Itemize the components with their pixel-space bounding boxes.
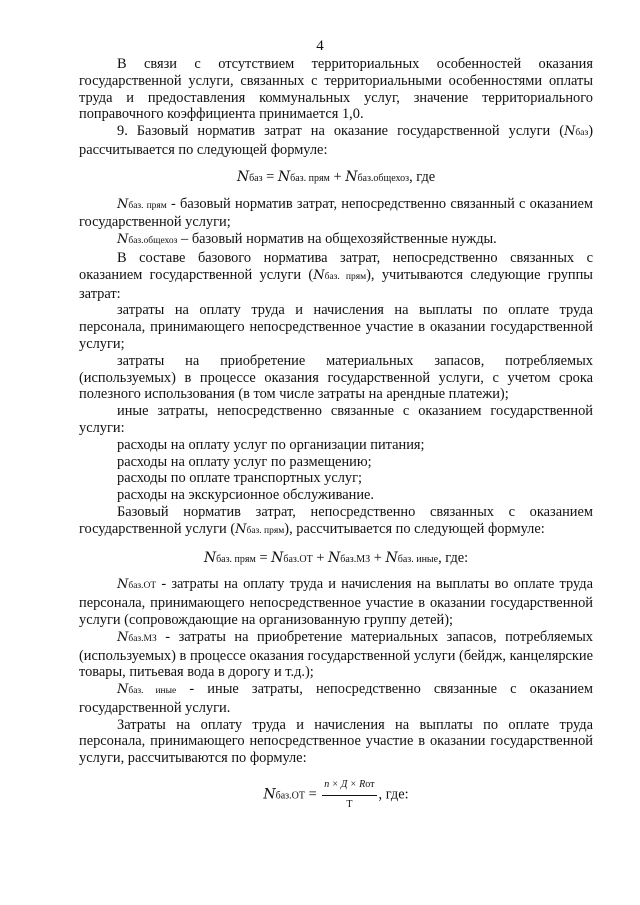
definition-labor: Nбаз.ОТ - затраты на оплату труда и начисления на выплаты во оплате труда персонала, принимающего непосредственное участие в оказании государственной услуги (сопровождающие на организованную группу детей); [79, 576, 593, 628]
paragraph-item-9: 9. Базовый норматив затрат на оказание государственной услуги (Nбаз) рассчитывается по следующей формуле: [79, 123, 593, 158]
group-materials: затраты на приобретение материальных запасов, потребляемых (используемых) в процессе оказания государственной услуги, с учетом срока полезного использования (в том числе затраты на арендные платежи); [79, 352, 593, 403]
document-body [79, 56, 593, 822]
group-other: иные затраты, непосредственно связанные с оказанием государственной услуги: [79, 403, 593, 436]
list-item: расходы по оплате транспортных услуг; [117, 470, 363, 487]
formula-direct-norm: Nбаз. прям = Nбаз.ОТ + Nбаз.МЗ + Nбаз. иные, где: [203, 549, 469, 566]
list-item: расходы на оплату услуг по организации питания; [117, 436, 425, 453]
definition-other: Nбаз. иные - иные затраты, непосредственно связанные с оказанием государственной услуги. [79, 681, 593, 716]
list-item: расходы на экскурсионное обслуживание. [117, 487, 375, 504]
page-number: 4 [316, 38, 324, 54]
paragraph-direct-formula: Базовый норматив затрат, непосредственно связанных с оказанием государственной услуги (Nбаз. прям), рассчитывается по следующей формуле: [79, 503, 593, 537]
formula-labor-cost: Nбаз.ОТ = $\frac{\text{n × Д × Rот}}{Т}$ , где: [79, 777, 593, 814]
definition-direct: Nбаз. прям - базовый норматив затрат, непосредственно связанный с оказанием государственной услуги; [79, 195, 593, 231]
group-labor: затраты на оплату труда и начисления на выплаты по оплате труда персонала, принимающего непосредственное участие в оказании государственной услуги; [79, 302, 593, 352]
fraction: $\frac{\text{n × Д × Rот}}{Т}$ [324, 779, 375, 810]
paragraph-territorial: В связи с отсутствием территориальных особенностей оказания государственной услуги, связанных с территориальными особенностями оплаты труда и предоставления коммунальных услуг, значение территориального поправочного коэффициента принимается 1,0. [79, 56, 593, 123]
formula-base-norm: Nбаз = Nбаз. прям + Nбаз.общехоз, где [236, 168, 436, 185]
definition-general: Nбаз.общехоз – базовый норматив на общехозяйственные нужды. [117, 231, 497, 248]
list-item: расходы на оплату услуг по размещению; [117, 453, 372, 470]
paragraph-composition: В составе базового норматива затрат, непосредственно связанных с оказанием государственной услуги (Nбаз. прям), учитываются следующие группы затрат: [79, 249, 593, 302]
definition-materials: Nбаз.МЗ - затраты на приобретение материальных запасов, потребляемых (используемых) в процессе оказания государственной услуги (бейдж, канцелярские товары, питьевая вода в дорогу и т.д.); [79, 628, 593, 681]
paragraph-labor-costs: Затраты на оплату труда и начисления на выплаты по оплате труда персонала, принимающего непосредственное участие в оказании государственной услуги, рассчитываются по формуле: [79, 716, 593, 767]
